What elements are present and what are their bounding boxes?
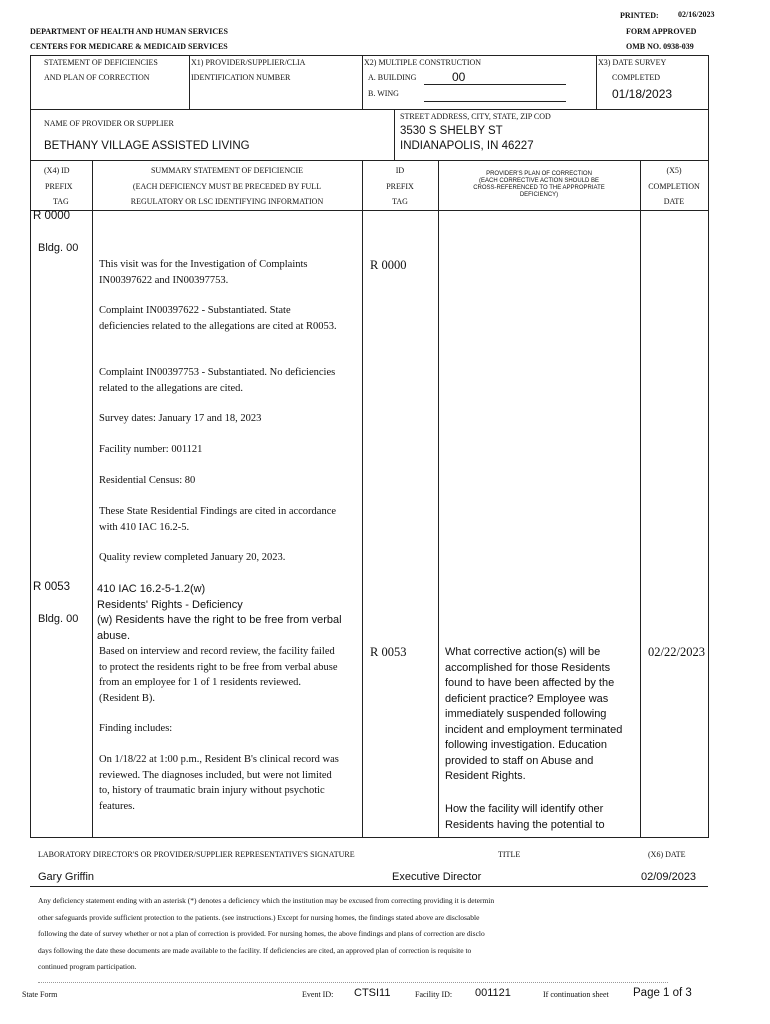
- plan-label-1: PROVIDER'S PLAN OF CORRECTION: [486, 171, 592, 177]
- disclaimer-line: days following the date these documents are made available to the facility. If deficiencies are cited, an approved plan of correction is requisite to: [38, 945, 472, 955]
- summary-paragraph: Residential Census: 80: [99, 475, 196, 486]
- building-value: 00: [452, 70, 466, 84]
- facility-id: 001121: [475, 987, 511, 999]
- column-header-bottom: [30, 210, 708, 211]
- multiple-construction-label: X2) MULTIPLE CONSTRUCTION: [364, 58, 482, 67]
- omb-number: OMB NO. 0938-039: [626, 42, 694, 51]
- disclaimer-line: continued program participation.: [38, 962, 137, 971]
- box1-bottom-border: [30, 109, 708, 110]
- date-survey-label: X3) DATE SURVEY: [598, 58, 667, 67]
- wing-underline: [424, 101, 566, 102]
- summary-label-2: (EACH DEFICIENCY MUST BE PRECEDED BY FULL: [132, 182, 322, 191]
- summary-paragraph: Based on interview and record review, the facility failed to protect the residents right to be free from verbal abuse from an employee for 1 of 1 residents reviewed. (Resident B).: [99, 646, 338, 704]
- provider-name-label: NAME OF PROVIDER OR SUPPLIER: [44, 119, 174, 128]
- plan-paragraph: What corrective action(s) will be accomplished for those Residents found to have been affected by the deficient practice? Employee was immediately suspended following incident and employment terminated following investigation. Education provided to staff on Abuse and Resident Rights.: [445, 646, 623, 782]
- summary-paragraph: Finding includes:: [99, 723, 173, 734]
- r0000-building: Bldg. 00: [38, 242, 79, 254]
- event-id: CTSI11: [354, 987, 391, 999]
- table-col-divider-3: [438, 160, 439, 838]
- r0000-id-prefix: R 0000: [370, 258, 407, 272]
- box1-divider-1: [189, 55, 190, 110]
- x4-id-label: (X4) ID: [44, 166, 70, 175]
- summary-paragraph: Quality review completed January 20, 2023.: [99, 552, 286, 563]
- signature-label: LABORATORY DIRECTOR'S OR PROVIDER/SUPPLIER REPRESENTATIVE'S SIGNATURE: [38, 850, 355, 859]
- address-line-1: 3530 S SHELBY ST: [400, 125, 503, 137]
- box1-divider-3: [596, 55, 597, 110]
- statement-label: STATEMENT OF DEFICIENCIES: [44, 58, 158, 67]
- continuation-label: If continuation sheet: [543, 990, 609, 999]
- regulation-text: [97, 582, 357, 644]
- r0053-id-prefix: R 0053: [370, 645, 407, 659]
- date-survey-label-2: COMPLETED: [612, 73, 660, 82]
- printed-label: PRINTED:: [620, 11, 659, 20]
- provider-id-label-2: IDENTIFICATION NUMBER: [191, 73, 291, 82]
- printed-date: 02/16/2023: [678, 10, 715, 19]
- x4-prefix-label: PREFIX: [45, 182, 73, 191]
- department-heading: DEPARTMENT OF HEALTH AND HUMAN SERVICES: [30, 27, 228, 36]
- provider-right-border: [708, 109, 709, 161]
- date-label: DATE: [663, 197, 685, 206]
- id-prefix-label: PREFIX: [386, 182, 414, 191]
- provider-name: BETHANY VILLAGE ASSISTED LIVING: [44, 140, 250, 152]
- box1-left-border: [30, 55, 31, 110]
- statement-label-2: AND PLAN OF CORRECTION: [44, 73, 150, 82]
- summary-paragraph: This visit was for the Investigation of Complaints IN00397622 and IN00397753.: [99, 259, 308, 286]
- completion-date: 02/22/2023: [648, 645, 705, 659]
- disclaimer-divider: [38, 982, 668, 983]
- plan-label-3: CROSS-REFERENCED TO THE APPROPRIATE: [473, 185, 605, 191]
- completion-label: COMPLETION: [648, 182, 700, 191]
- summary-paragraph: Facility number: 001121: [99, 444, 203, 455]
- signature-date: 02/09/2023: [641, 871, 697, 883]
- provider-bottom-border: [30, 160, 708, 161]
- summary-paragraph: On 1/18/22 at 1:00 p.m., Resident B's clinical record was reviewed. The diagnoses included, but were not limited to, history of traumatic brain injury without psychotic features.: [99, 754, 339, 812]
- r0053-building: Bldg. 00: [38, 613, 79, 625]
- table-right-border: [708, 160, 709, 838]
- disclaimer-line: following the date of survey whether or not a plan of correction is provided. For nursing homes, the above findings and plans of correction are disclo: [38, 929, 485, 938]
- id-tag-label: TAG: [392, 197, 408, 206]
- facility-id-label: Facility ID:: [415, 990, 453, 999]
- x4-tag-label: TAG: [53, 197, 69, 206]
- regulation-statement: (w) Residents have the right to be free from verbal abuse.: [97, 614, 342, 642]
- table-col-divider-2: [362, 160, 363, 838]
- plan-of-correction-text: [445, 645, 625, 833]
- provider-left-border: [30, 109, 31, 161]
- disclaimer-line: other safeguards provide sufficient protection to the patients. (see instructions.) Except for nursing homes, the findings stated above are disclosable: [38, 912, 480, 922]
- table-col-divider-4: [640, 160, 641, 838]
- plan-label-4: DEFICIENCY): [519, 192, 559, 198]
- regulation-citation: 410 IAC 16.2-5-1.2(w): [97, 583, 206, 595]
- summary-paragraph: Survey dates: January 17 and 18, 2023: [99, 413, 262, 424]
- box1-divider-2: [362, 55, 363, 110]
- summary-label-3: REGULATORY OR LSC IDENTIFYING INFORMATION: [130, 197, 324, 206]
- table-bottom-border: [30, 837, 708, 838]
- summary-paragraph: Complaint IN00397753 - Substantiated. No deficiencies related to the allegations are cited.: [99, 367, 336, 394]
- disclaimer-line: Any deficiency statement ending with an asterisk (*) denotes a deficiency which the institution may be excused from correcting providing it is determin: [38, 896, 495, 905]
- id-label: ID: [395, 166, 405, 175]
- signer-title: Executive Director: [392, 871, 482, 883]
- box1-top-border: [30, 55, 708, 56]
- centers-heading: CENTERS FOR MEDICARE & MEDICAID SERVICES: [30, 42, 228, 51]
- wing-label: B. WING: [368, 89, 399, 98]
- regulation-title: Residents' Rights - Deficiency: [97, 598, 243, 611]
- summary-text-1: [99, 257, 339, 566]
- x5-label: (X5): [666, 166, 682, 175]
- r0053-tag: R 0053: [33, 581, 71, 593]
- table-left-border: [30, 160, 31, 838]
- form-approved: FORM APPROVED: [626, 27, 697, 36]
- r0000-tag: R 0000: [33, 210, 71, 222]
- building-label: A. BUILDING: [368, 73, 417, 82]
- provider-id-label: X1) PROVIDER/SUPPLIER/CLIA: [191, 58, 306, 67]
- signature-bottom-border: [30, 886, 708, 887]
- page-number: Page 1 of 3: [633, 987, 692, 999]
- plan-of-correction-label: [438, 171, 640, 199]
- address-line-2: INDIANAPOLIS, IN 46227: [400, 140, 534, 152]
- provider-divider: [394, 109, 395, 161]
- signature-date-label: (X6) DATE: [648, 850, 686, 859]
- plan-paragraph: How the facility will identify other Residents having the potential to: [445, 803, 605, 831]
- summary-paragraph: These State Residential Findings are cited in accordance with 410 IAC 16.2-5.: [99, 506, 337, 533]
- title-label: TITLE: [498, 850, 521, 859]
- event-id-label: Event ID:: [302, 990, 334, 999]
- summary-text-2: [99, 644, 339, 814]
- building-underline: [424, 84, 566, 85]
- plan-label-2: (EACH CORRECTIVE ACTION SHOULD BE: [478, 178, 600, 184]
- summary-paragraph: Complaint IN00397622 - Substantiated. State deficiencies related to the allegations are cited at R0053.: [99, 305, 337, 332]
- box1-right-border: [708, 55, 709, 110]
- table-col-divider-1: [92, 160, 93, 838]
- signer-name: Gary Griffin: [38, 871, 95, 883]
- state-form-label: State Form: [22, 990, 58, 999]
- address-label: STREET ADDRESS, CITY, STATE, ZIP COD: [400, 112, 551, 121]
- date-survey-value: 01/18/2023: [612, 87, 673, 101]
- summary-label: SUMMARY STATEMENT OF DEFICIENCIE: [150, 166, 304, 175]
- disclaimer-text: [38, 893, 708, 976]
